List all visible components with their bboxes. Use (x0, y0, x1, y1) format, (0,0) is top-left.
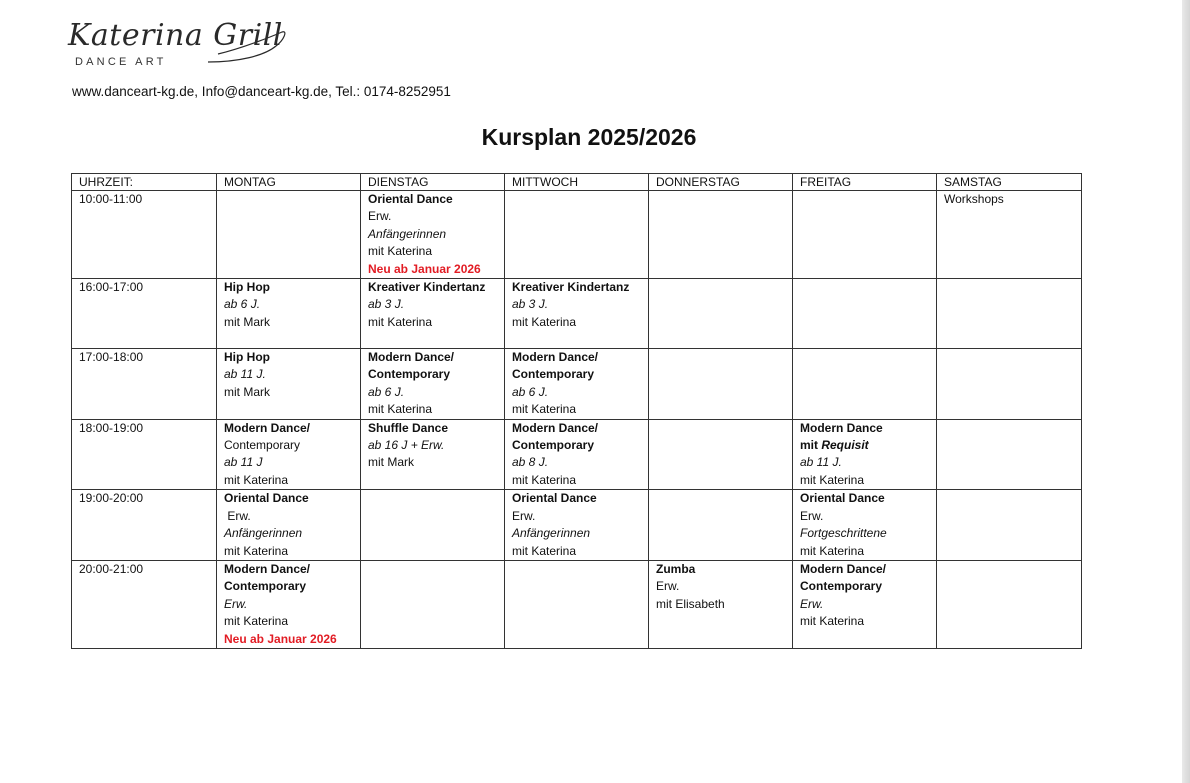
course-level: ab 6 J. (224, 297, 261, 312)
course-title: Hip Hop (224, 350, 270, 365)
course-title-line2: Contemporary (800, 579, 883, 594)
course-title: Oriental Dance (368, 192, 453, 206)
course-teacher: mit Katerina (224, 614, 289, 629)
course-teacher: mit Katerina (368, 314, 433, 329)
course-cell (361, 349, 505, 420)
header-cell: MONTAG (217, 174, 361, 191)
course-cell (649, 560, 793, 648)
course-title: Shuffle Dance (368, 420, 449, 435)
course-cell (793, 419, 937, 490)
course-cell (937, 419, 1082, 490)
course-teacher: mit Katerina (512, 314, 577, 329)
course-note: Neu ab Januar 2026 (368, 261, 481, 276)
course-teacher: mit Katerina (224, 472, 289, 487)
course-title: Oriental Dance (800, 491, 885, 506)
header-cell: DIENSTAG (361, 174, 505, 191)
course-cell (649, 349, 793, 420)
course-title-requisit: Requisit (821, 438, 869, 453)
course-note: Neu ab Januar 2026 (224, 631, 337, 646)
logo-tagline: DANCE ART (75, 56, 167, 68)
course-teacher: mit Mark (368, 455, 414, 470)
course-teacher: mit Mark (224, 384, 270, 399)
course-title-line2: Contemporary (224, 579, 307, 594)
course-title: Zumba (656, 561, 696, 576)
header-cell: MITTWOCH (505, 174, 649, 191)
course-group: Erw. (656, 579, 680, 594)
course-group: Erw. (368, 209, 392, 224)
course-cell (217, 490, 361, 561)
course-cell (217, 279, 361, 349)
time-cell: 10:00-11:00 (72, 191, 217, 279)
course-cell (361, 279, 505, 349)
course-cell (361, 490, 505, 561)
course-teacher: mit Katerina (368, 244, 433, 259)
course-level: ab 8 J. (512, 455, 549, 470)
course-teacher: mit Katerina (800, 472, 865, 487)
time-cell: 19:00-20:00 (72, 490, 217, 561)
course-cell (793, 560, 937, 648)
contact-line: www.danceart-kg.de, Info@danceart-kg.de, Tel.: 0174-8252951 (72, 84, 451, 99)
course-cell (217, 419, 361, 490)
course-cell (361, 419, 505, 490)
course-teacher: mit Katerina (800, 614, 865, 629)
table-row (72, 279, 1082, 349)
course-teacher: mit Katerina (512, 472, 577, 487)
course-title: Workshops (944, 192, 1004, 206)
course-title: Modern Dance/ (512, 350, 599, 365)
course-group: Erw. (224, 508, 251, 523)
course-teacher: mit Katerina (512, 543, 577, 558)
table-row (72, 419, 1082, 490)
course-teacher: mit Elisabeth (656, 596, 725, 611)
course-level: ab 16 J + Erw. (368, 438, 445, 453)
header-cell: UHRZEIT: (72, 174, 217, 191)
header-cell: FREITAG (793, 174, 937, 191)
course-title: Oriental Dance (224, 491, 309, 506)
course-teacher: mit Katerina (368, 402, 433, 417)
course-cell (649, 279, 793, 349)
table-row (72, 560, 1082, 648)
course-title: Modern Dance/ (224, 420, 311, 435)
course-level: Anfängerinnen (512, 526, 591, 541)
course-level: ab 3 J. (512, 297, 549, 312)
table-row (72, 191, 1082, 279)
course-cell (793, 490, 937, 561)
page-edge-shadow (1182, 0, 1190, 783)
course-cell (793, 349, 937, 420)
course-teacher: mit Katerina (800, 543, 865, 558)
course-cell (361, 191, 505, 279)
course-cell (505, 279, 649, 349)
course-title: Modern Dance/ (224, 561, 311, 576)
logo-name: Katerina Grill (68, 18, 283, 53)
course-cell (649, 490, 793, 561)
course-level: Anfängerinnen (368, 226, 447, 241)
course-level: ab 6 J. (512, 384, 549, 399)
time-cell: 18:00-19:00 (72, 419, 217, 490)
header-row (72, 174, 1082, 191)
header-cell: DONNERSTAG (649, 174, 793, 191)
course-cell (505, 349, 649, 420)
course-group: Erw. (512, 508, 536, 523)
course-title: Kreativer Kindertanz (368, 280, 486, 295)
page-title: Kursplan 2025/2026 (481, 124, 697, 150)
course-cell (217, 560, 361, 648)
course-cell (505, 191, 649, 279)
course-cell (937, 279, 1082, 349)
course-cell (217, 349, 361, 420)
course-level: Erw. (800, 596, 824, 611)
course-cell (649, 191, 793, 279)
course-title: Hip Hop (224, 280, 270, 295)
time-cell: 17:00-18:00 (72, 349, 217, 420)
course-teacher: mit Katerina (512, 402, 577, 417)
course-level: ab 11 J. (224, 367, 266, 382)
course-level: Fortgeschrittene (800, 526, 887, 541)
course-level: ab 11 J (224, 455, 263, 470)
course-cell (361, 560, 505, 648)
course-cell (505, 490, 649, 561)
course-cell (217, 191, 361, 279)
course-level: ab 3 J. (368, 297, 405, 312)
course-level: Erw. (224, 596, 248, 611)
course-group: Contemporary (224, 438, 301, 453)
course-cell (937, 349, 1082, 420)
course-title-line2: Contemporary (512, 367, 595, 382)
course-teacher: mit Katerina (224, 543, 289, 558)
course-teacher: mit Mark (224, 314, 270, 329)
course-title-line2: Contemporary (368, 367, 451, 382)
course-cell (793, 191, 937, 279)
course-title-line2: Contemporary (512, 438, 595, 453)
course-cell (937, 560, 1082, 648)
course-title-line2 (800, 437, 932, 454)
course-title: Kreativer Kindertanz (512, 280, 630, 295)
time-cell: 20:00-21:00 (72, 560, 217, 648)
course-cell (649, 419, 793, 490)
course-level: ab 6 J. (368, 384, 405, 399)
course-level: Anfängerinnen (224, 526, 303, 541)
course-cell (505, 560, 649, 648)
course-group: Erw. (800, 508, 824, 523)
course-title: Modern Dance/ (368, 350, 455, 365)
course-cell (793, 279, 937, 349)
course-level: ab 11 J. (800, 455, 842, 470)
table-row (72, 490, 1082, 561)
course-title: Modern Dance/ (512, 420, 599, 435)
header-cell: SAMSTAG (937, 174, 1082, 191)
course-title: Modern Dance/ (800, 561, 887, 576)
course-title-prefix: mit (800, 438, 822, 453)
course-cell (937, 490, 1082, 561)
course-title: Modern Dance (800, 420, 883, 435)
course-title: Oriental Dance (512, 491, 597, 506)
course-cell (505, 419, 649, 490)
schedule-table (71, 173, 1082, 649)
course-cell (937, 191, 1082, 279)
logo (68, 18, 288, 74)
time-cell: 16:00-17:00 (72, 279, 217, 349)
table-row (72, 349, 1082, 420)
